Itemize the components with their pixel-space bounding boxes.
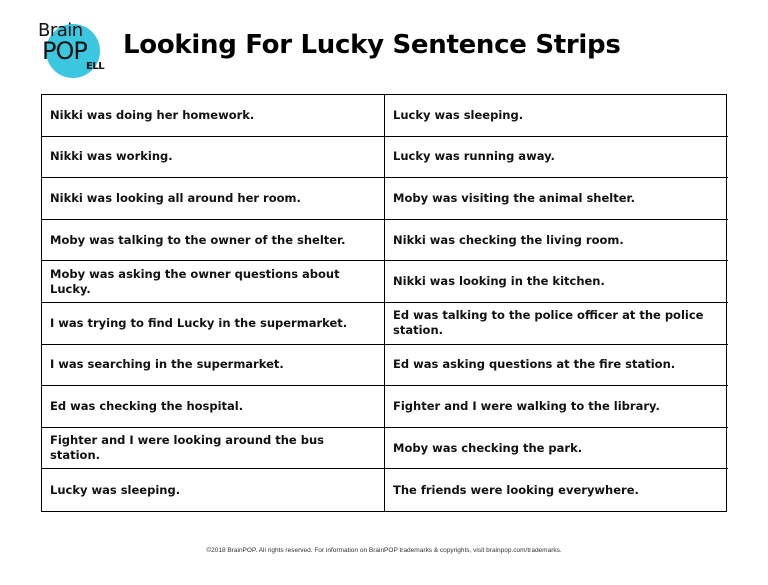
- strip-right-6: Ed was talking to the police officer at the police station.: [385, 303, 728, 345]
- strip-right-9: Moby was checking the park.: [385, 428, 728, 470]
- logo-text-ell: ELL: [86, 61, 105, 72]
- sentence-strips-table: [41, 94, 727, 512]
- strip-right-8: Fighter and I were walking to the library.: [385, 386, 728, 428]
- strip-left-2: Nikki was working.: [42, 137, 385, 179]
- logo-text-pop: POP: [42, 37, 87, 65]
- strip-left-6: I was trying to find Lucky in the supermarket.: [42, 303, 385, 345]
- logo-text-brain: Brain: [38, 20, 83, 41]
- brainpop-ell-logo: [38, 20, 104, 78]
- strip-left-10: Lucky was sleeping.: [42, 469, 385, 511]
- strip-left-1: Nikki was doing her homework.: [42, 95, 385, 137]
- page-title: Looking For Lucky Sentence Strips: [123, 30, 621, 60]
- strip-left-5: Moby was asking the owner questions about Lucky.: [42, 261, 385, 303]
- strip-left-3: Nikki was looking all around her room.: [42, 178, 385, 220]
- strip-left-8: Ed was checking the hospital.: [42, 386, 385, 428]
- strip-right-1: Lucky was sleeping.: [385, 95, 728, 137]
- strip-left-4: Moby was talking to the owner of the shelter.: [42, 220, 385, 262]
- strip-left-9: Fighter and I were looking around the bus station.: [42, 428, 385, 470]
- strip-right-3: Moby was visiting the animal shelter.: [385, 178, 728, 220]
- copyright-footer: ©2018 BrainPOP. All rights reserved. For information on BrainPOP trademarks & copyrights, visit brainpop.com/trademarks.: [206, 547, 562, 554]
- strip-right-2: Lucky was running away.: [385, 137, 728, 179]
- strip-right-5: Nikki was looking in the kitchen.: [385, 261, 728, 303]
- strip-right-7: Ed was asking questions at the fire station.: [385, 345, 728, 387]
- strip-right-10: The friends were looking everywhere.: [393, 482, 639, 497]
- strip-right-4: Nikki was checking the living room.: [385, 220, 728, 262]
- strip-left-7: I was searching in the supermarket.: [42, 345, 385, 387]
